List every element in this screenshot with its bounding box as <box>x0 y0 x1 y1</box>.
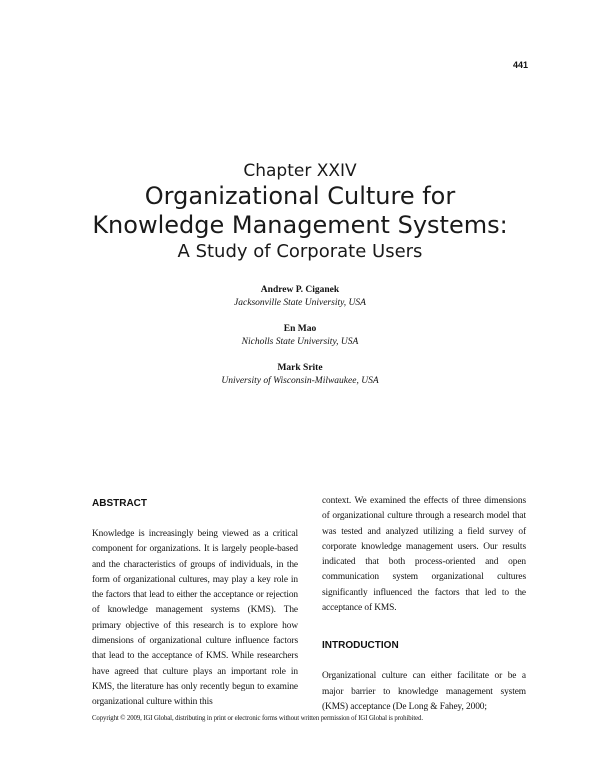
author-entry <box>0 362 600 388</box>
abstract-text: Knowledge is increasingly being viewed as a critical component for organizations. It is largely people-based and the characteristics of groups of individuals, in the form of organizational cultures, may play a key role in the factors that lead to either the acceptance or rejection of knowledge management systems (KMS). The primary objective of this research is to explore how dimensions of organizational culture influence factors that lead to the acceptance of KMS. While researchers have agreed that culture plays an important role in KMS, the literature has only recently begun to examine organizational culture within this <box>92 529 298 708</box>
left-column <box>92 494 298 711</box>
copyright-notice: Copyright © 2009, IGI Global, distributing in print or electronic forms without written permission of IGI Global is prohibited. <box>92 715 423 722</box>
introduction-heading: INTRODUCTION <box>322 640 399 652</box>
chapter-title-block <box>0 160 600 264</box>
author-entry <box>0 323 600 349</box>
page-number: 441 <box>512 60 528 70</box>
chapter-title-line-1: Organizational Culture for <box>144 182 456 210</box>
chapter-label: Chapter XXIV <box>243 161 357 181</box>
author-name: En Mao <box>283 324 317 334</box>
author-name: Andrew P. Ciganek <box>260 285 340 295</box>
author-list <box>0 284 600 401</box>
author-entry <box>0 284 600 310</box>
author-affiliation: Jacksonville State University, USA <box>234 298 366 308</box>
chapter-subtitle: A Study of Corporate Users <box>177 241 423 262</box>
abstract-heading: ABSTRACT <box>92 498 147 509</box>
author-affiliation: University of Wisconsin-Milwaukee, USA <box>221 376 379 386</box>
introduction-text: Organizational culture can either facilitate or be a major barrier to knowledge management system (KMS) acceptance (De Long & Fahey, 2000; <box>322 671 526 712</box>
chapter-title-line-2: Knowledge Management Systems: <box>92 211 508 239</box>
author-affiliation: Nicholls State University, USA <box>241 337 359 347</box>
author-name: Mark Srite <box>277 363 323 373</box>
abstract-text-continued: context. We examined the effects of three dimensions of organizational culture through a research model that was tested and analyzed utilizing a field survey of corporate knowledge management users. Our results indicated that both process-oriented and open communication system organizational cultures significantly influenced the factors that led to the acceptance of KMS. <box>322 496 526 614</box>
right-column <box>322 494 526 715</box>
